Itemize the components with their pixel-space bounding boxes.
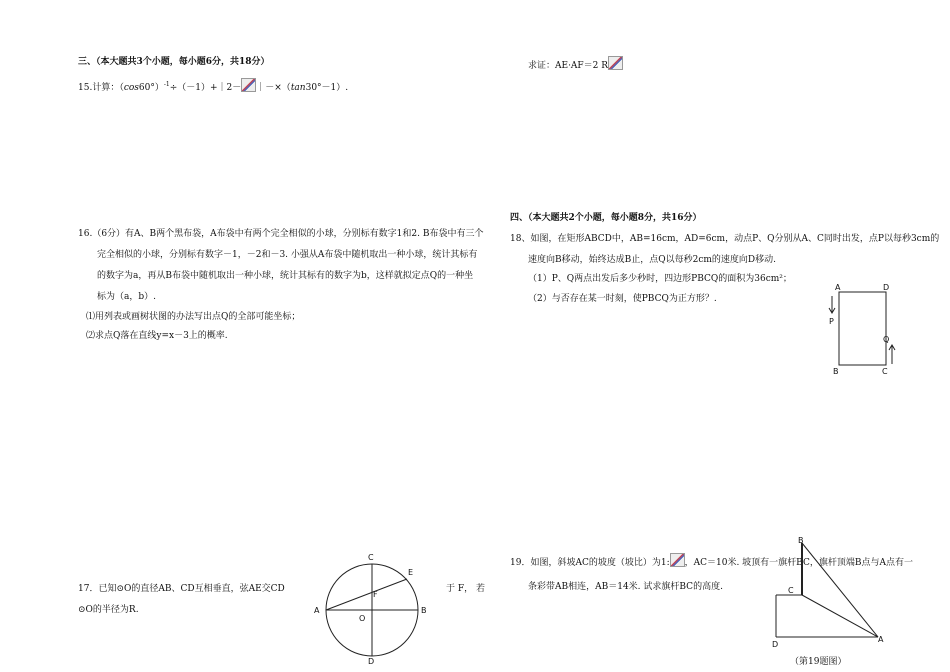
q18-line-1: 18、如图，在矩形ABCD中，AB=16cm，AD=6cm，动点P、Q分别从A、C同时出发，点P以每秒3cm的 bbox=[510, 234, 940, 244]
label-p: P bbox=[829, 317, 834, 326]
label-d: D bbox=[883, 283, 890, 292]
q16-line-2: 完全相似的小球，分别标有数字－1，－2和－3. 小强从A布袋中随机取出一种小球，统计其标有 bbox=[97, 250, 478, 260]
q17-line-1-tail: 于 F， 若 bbox=[446, 584, 485, 594]
label-b: B bbox=[421, 606, 427, 615]
q19-caption: （第19题图） bbox=[790, 657, 847, 667]
section4-header: 四、（本大题共2个小题，每小题8分，共16分） bbox=[510, 213, 702, 223]
label-d: D bbox=[368, 657, 375, 666]
slope-figure bbox=[770, 535, 890, 653]
broken-image-icon bbox=[670, 553, 685, 567]
label-f: F bbox=[373, 590, 378, 599]
label-q: Q bbox=[883, 335, 890, 344]
label-b: B bbox=[798, 536, 804, 545]
section3-header: 三、（本大题共3个小题，每小题6分，共18分） bbox=[78, 57, 270, 67]
label-c: C bbox=[882, 367, 888, 376]
ribbon-ab bbox=[802, 543, 878, 637]
slope-ac bbox=[802, 595, 878, 637]
label-a: A bbox=[835, 283, 841, 292]
q16-line-1: 16.（6分）有A、B两个黑布袋，A布袋中有两个完全相似的小球，分别标有数字1和2. B布袋中有三个 bbox=[78, 229, 484, 239]
label-o: O bbox=[359, 614, 366, 623]
q19-line-1-a: 19．如图，斜坡AC的坡度（坡比）为1: bbox=[510, 558, 670, 568]
q17-line-1: 17．已知⊙O的直径AB、CD互相垂直，弦AE交CD bbox=[78, 584, 285, 594]
q15-prefix: 15.计算：（ bbox=[78, 83, 124, 93]
broken-image-icon bbox=[608, 56, 623, 70]
q18-sub-2: （2）与否存在某一时刻，使PBCQ为正方形？. bbox=[528, 294, 717, 304]
rectangle-figure bbox=[825, 282, 900, 377]
q15-tail: 30°－1）. bbox=[305, 83, 349, 93]
q17-line-2: ⊙O的半径为R. bbox=[78, 605, 139, 615]
chord-ae bbox=[326, 579, 407, 610]
q18-line-2: 速度向B移动，始终达成B止，点Q以每秒2cm的速度向D移动. bbox=[528, 255, 776, 265]
label-c: C bbox=[788, 586, 794, 595]
proof-statement bbox=[528, 56, 623, 72]
label-c: C bbox=[368, 553, 374, 562]
q15-tan: tan bbox=[290, 83, 306, 93]
q15-cos-rest: 60°） bbox=[138, 83, 164, 93]
label-e: E bbox=[408, 568, 414, 577]
q18-sub-1: （1）P、Q两点出发后多少秒时，四边形PBCQ的面积为36cm²； bbox=[528, 274, 792, 284]
q15-after: ｜－×（ bbox=[256, 83, 291, 93]
label-a: A bbox=[878, 635, 884, 644]
circle-figure bbox=[310, 550, 440, 670]
q15-exp: -1 bbox=[163, 81, 170, 88]
label-a: A bbox=[314, 606, 320, 615]
q19-line-2: 条彩带AB相连，AB＝14米. 试求旗杆BC的高度. bbox=[528, 582, 723, 592]
q16-sub-2: ⑵求点Q落在直线y=x－3上的概率. bbox=[86, 331, 228, 341]
broken-image-icon bbox=[241, 78, 256, 92]
q16-sub-1: ⑴用列表或画树状图的办法写出点Q的全部可能坐标； bbox=[86, 312, 301, 322]
label-b: B bbox=[833, 367, 839, 376]
q15-cos: cos bbox=[123, 83, 139, 93]
label-d: D bbox=[772, 640, 779, 649]
q16-line-3: 的数字为a，再从B布袋中随机取出一种小球，统计其标有的数字为b，这样就拟定点Q的一种坐 bbox=[97, 271, 474, 281]
q15-text bbox=[78, 78, 348, 94]
q16-line-4: 标为（a，b）. bbox=[97, 292, 156, 302]
proof-text: 求证：AE·AF＝2 R bbox=[528, 61, 609, 71]
q15-mid: ÷（－1）+｜2－ bbox=[169, 83, 242, 93]
rectangle-abcd bbox=[839, 292, 886, 365]
q19-line-1-b: ，AC＝10米. 坡顶有一旗杆BC，旗杆顶端B点与A点有一 bbox=[684, 558, 913, 568]
